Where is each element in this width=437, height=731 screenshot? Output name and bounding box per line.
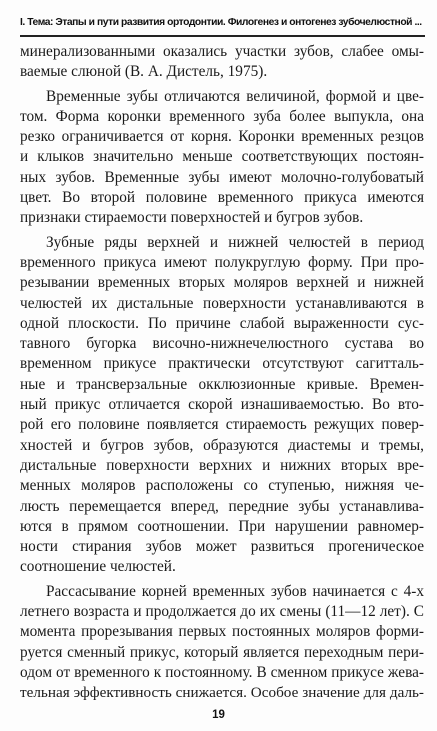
text-line: временном прикусе практически отсутствуют сагитталь- [20, 355, 424, 373]
text-line: руется сменный прикус, который является переходным пери- [20, 643, 424, 661]
text-line: летнего возраста и продолжается до их смены (11—12 лет). С [20, 603, 424, 621]
text-line: соотношение челюстей. [20, 558, 176, 576]
text-line: Рассасывание корней временных зубов начинается с 4-х [46, 582, 424, 600]
header-divider [20, 35, 425, 37]
text-line: Временные зубы отличаются величиной, формой и цве- [46, 87, 424, 105]
text-line: ваемые слюной (В. А. Дистель, 1975). [20, 63, 268, 81]
text-line: резывании временных вторых моляров верхней и нижней [20, 274, 424, 292]
text-line: люсть перемещается вперед, передние зубы устанавлива- [20, 497, 424, 515]
text-line: менных моляров расположены со ступенью, нижняя че- [20, 477, 424, 495]
text-line: и клыков значительно меньше соответствующих постоян- [20, 148, 424, 166]
text-line: ются в прямом соотношении. При нарушении равномер- [20, 517, 424, 535]
text-line: тавного бугорка височно-нижнечелюстного сустава во [20, 335, 424, 353]
text-line: том. Форма коронки временного зуба более выпукла, она [20, 107, 424, 125]
paragraph [20, 233, 424, 578]
text-line: момента прорезывания первых постоянных моляров форми- [20, 623, 424, 641]
text-line: ный прикус отличается скорой изнашиваемостью. Во вто- [20, 396, 424, 414]
text-line: резко ограничивается от корня. Коронки временных резцов [20, 128, 424, 146]
text-line: тельная эффективность снижается. Особое значение для даль- [20, 684, 424, 702]
text-line: рой его половине появляется стираемость режущих повер- [20, 416, 424, 434]
text-line: ные и трансверзальные окклюзионные кривые. Времен- [20, 375, 424, 393]
text-line: дистальные поверхности верхних и нижних вторых вре- [20, 456, 424, 474]
text-line: одом от временного к постоянному. В сменном прикусе жева- [20, 663, 424, 681]
paragraph [20, 87, 424, 229]
paragraph [20, 582, 424, 704]
text-line: цвет. Во второй половине временного прикуса имеются [20, 189, 424, 207]
text-line: одной плоскости. По причине слабой выраженности сус- [20, 314, 424, 332]
text-line: признаки стираемости поверхностей и бугров зубов. [20, 209, 364, 227]
text-line: минерализованными оказались участки зубов, слабее омы- [20, 43, 424, 60]
body-text [20, 42, 424, 704]
text-line: челюстей их дистальные поверхности устанавливаются в [20, 294, 424, 312]
text-line: ности стирания зубов может развиться прогеническое [20, 538, 424, 556]
text-line: ных зубов. Временные зубы имеют молочно-голубоватый [20, 168, 424, 186]
text-line: временного прикуса имеют полукруглую форму. При про- [20, 253, 424, 271]
text-line: хностей и бугров зубов, образуются диастемы и тремы, [20, 436, 424, 454]
page-number: 19 [212, 709, 225, 721]
text-line: Зубные ряды верхней и нижней челюстей в период [46, 233, 424, 251]
paragraph [20, 42, 424, 83]
running-header: I. Тема: Этапы и пути развития ортодонтии. Филогенез и онтогенез зубочелюстной ... [20, 17, 422, 28]
